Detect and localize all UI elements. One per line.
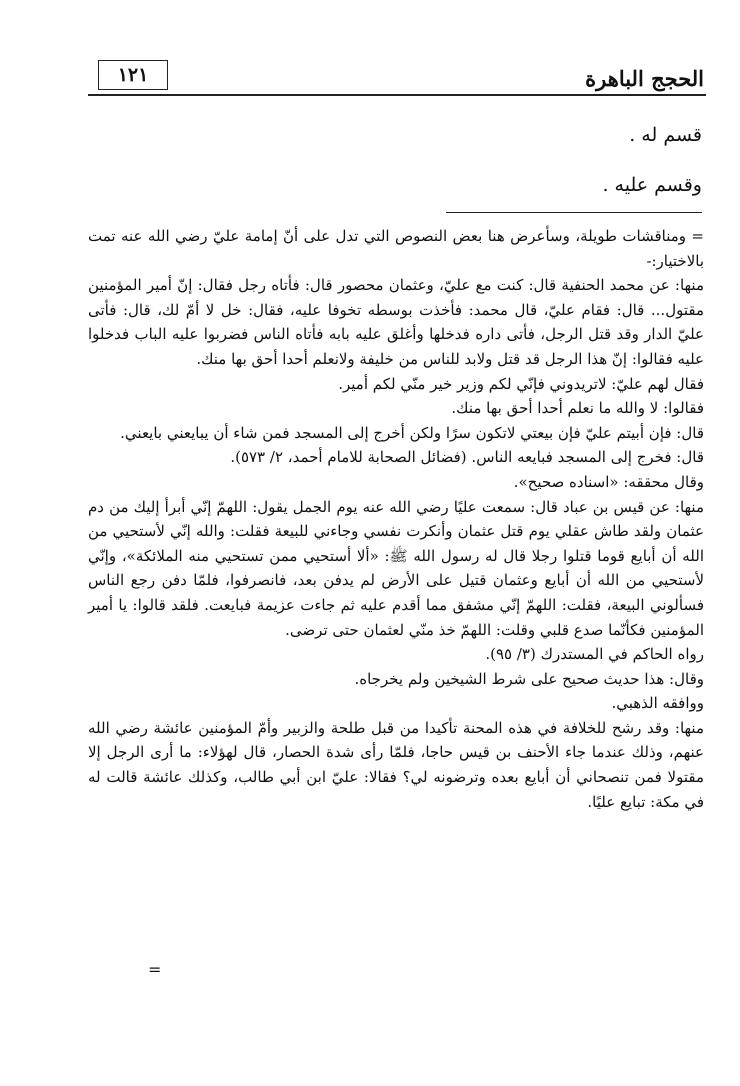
footnote-paragraph: ووافقه الذهبي.: [611, 694, 704, 713]
footnote-separator: [446, 212, 702, 213]
footnote-paragraph: فقال لهم عليّ: لاتريدوني فإنّي لكم وزير خير منّي لكم أمير.: [338, 374, 704, 393]
body-line-1: قسم له .: [629, 124, 702, 146]
footnote-paragraph: رواه الحاكم في المستدرك (٣/ ٩٥).: [485, 645, 704, 664]
footnote-paragraph: فقالوا: لا والله ما نعلم أحدا أحق بها منك.: [451, 399, 704, 418]
footnote-paragraph: منها: وقد رشح للخلافة في هذه المحنة تأكيدا من قبل طلحة والزبير وأمّ المؤمنين عائشة رضي الله عنهم، وذلك عندما جاء الأحنف بن قيس حاجا، فلمّا رأى شدة الحصار، قال لهؤلاء: ما أرى الرجل إلا مقتولا فمن تنصحاني أن أبايع بعده وترضونه لي؟ فقالا: عليّ ابن أبي طالب، وكذلك عائشة قالت له في مكة: تبايع عليًا.: [88, 718, 704, 811]
footnote-block: [88, 224, 704, 814]
body-line-2: وقسم عليه .: [602, 174, 702, 196]
footnote-paragraph: وقال: هذا حديث صحيح على شرط الشيخين ولم يخرجاه.: [354, 669, 704, 688]
footnote-paragraph: وقال محققه: «اسناده صحيح».: [513, 472, 704, 491]
footnote-paragraph: منها: عن قيس بن عباد قال: سمعت عليًا رضي الله عنه يوم الجمل يقول: اللهمّ إنّي أبرأ إليك من دم عثمان ولقد طاش عقلي يوم قتل عثمان وأنكرت نفسي وجاءني للبيعة فقلت: والله إنّي لأستحيي من الله أن أبايع قوما قتلوا رجلا قال له رسول الله ﷺ: «ألا أستحيي ممن تستحيي منه الملائكة»، وإنّي لأستحيي من الله أن أبايع وعثمان قتيل على الأرض لم يدفن بعد، فانصرفوا، فلمّا دفن رجع الناس فسألوني البيعة، فقلت: اللهمّ إنّي مشفق مما أقدم عليه ثم جاءت عزيمة فبايعت. فلقد قالوا: يا أمير المؤمنين فكأنّما صدع قلبي وقلت: اللهمّ خذ منّي لعثمان حتى ترضى.: [88, 497, 704, 639]
footnote-paragraph: = ومناقشات طويلة، وسأعرض هنا بعض النصوص التي تدل على أنّ إمامة عليّ رضي الله عنه تمت بالاختيار:-: [88, 227, 704, 270]
page-number: ١٢١: [98, 60, 168, 90]
running-header-title: الحجج الباهرة: [585, 66, 704, 91]
header-rule: [88, 94, 706, 96]
footnote-paragraph: قال: فإن أبيتم عليّ فإن بيعتي لاتكون سرًا ولكن أخرج إلى المسجد فمن شاء أن يبايعني بايعني.: [120, 423, 704, 442]
footnote-paragraph: قال: فخرج إلى المسجد فبايعه الناس. (فضائل الصحابة للامام أحمد، ٢/ ٥٧٣).: [230, 448, 704, 467]
continuation-mark: =: [148, 960, 162, 979]
footnote-paragraph: منها: عن محمد الحنفية قال: كنت مع عليّ، وعثمان محصور قال: فأتاه رجل فقال: إنّ أمير المؤمنين مقتول... قال: فقام عليّ، قال محمد: فأخذت بوسطه تخوفا عليه، فقال: خل لا أمّ لك، قال: فأتى عليّ الدار وقد قتل الرجل، فأتى داره فدخلها وأغلق عليه بابه فأتاه الناس فضربوا عليه الباب فدخلوا عليه فقالوا: إنّ هذا الرجل قد قتل ولابد للناس من خليفة ولانعلم أحدا أحق بها منك.: [88, 276, 704, 368]
